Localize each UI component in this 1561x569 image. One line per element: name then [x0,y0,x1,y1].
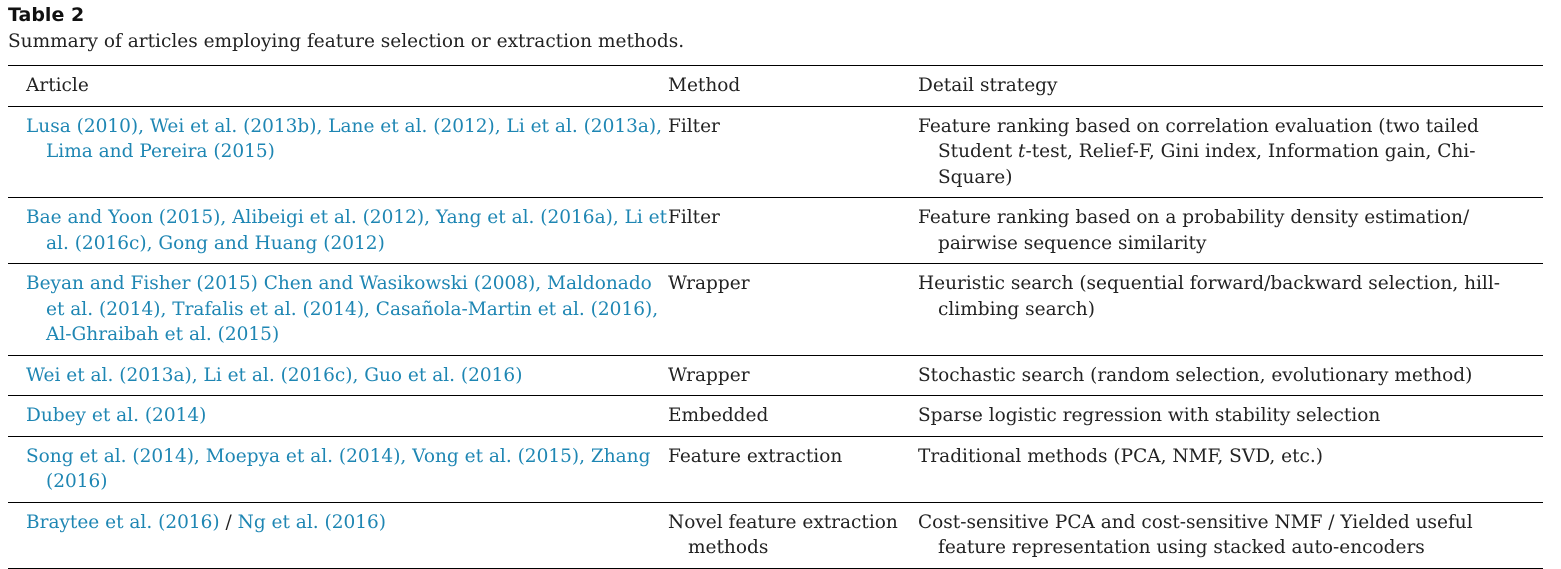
table-title: Table 2 [8,4,85,26]
article-citation-link[interactable]: Braytee et al. (2016) [26,511,220,533]
detail-cell: Stochastic search (random selection, evolutionary method) [918,364,1473,386]
article-citation-link[interactable]: Song et al. (2014), Moepya et al. (2014), Vong et al. (2015), Zhang (2016) [26,445,651,492]
table-row [8,436,1543,502]
article-citation-link[interactable]: Beyan and Fisher (2015) Chen and Wasikowski (2008), Maldonado et al. (2014), Trafalis et al. (2014), Casañola-Martin et al. (2016), Al-Ghraibah et al. (2015) [26,273,659,345]
method-cell: Filter [668,115,720,137]
detail-cell: Heuristic search (sequential forward/backward selection, hill-climbing search) [918,273,1501,320]
detail-cell: Feature ranking based on a probability density estimation/ pairwise sequence similarity [918,207,1470,254]
detail-cell: Traditional methods (PCA, NMF, SVD, etc.) [918,445,1323,467]
detail-cell: Sparse logistic regression with stability selection [918,405,1381,426]
citation-separator: / [219,511,238,533]
summary-table [8,65,1543,569]
article-citation-link[interactable]: Lusa (2010), Wei et al. (2013b), Lane et al. (2012), Li et al. (2013a), Lima and Pereira (2015) [26,115,663,162]
method-cell: Novel feature extraction methods [668,511,898,558]
detail-cell: Cost-sensitive PCA and cost-sensitive NMF / Yielded useful feature representation using stacked auto-encoders [918,511,1473,558]
table-row [8,198,1543,264]
table-row [8,396,1543,437]
table-header-row [8,66,1543,107]
header-article: Article [26,75,89,96]
method-cell: Feature extraction [668,445,843,467]
table-row [8,106,1543,198]
method-cell: Embedded [668,405,769,426]
method-cell: Wrapper [668,364,750,386]
table-caption: Summary of articles employing feature selection or extraction methods. [8,31,685,52]
detail-cell: Feature ranking based on correlation evaluation (two tailed Student t-test, Relief-F, Gini index, Information gain, Chi-Square) [918,115,1479,188]
table-row [8,264,1543,356]
table-row [8,355,1543,396]
article-citation-link[interactable]: Dubey et al. (2014) [26,405,207,426]
table-row [8,502,1543,568]
article-cell [26,510,668,536]
method-cell: Wrapper [668,273,750,294]
article-citation-link[interactable]: Wei et al. (2013a), Li et al. (2016c), Guo et al. (2016) [26,364,523,386]
article-citation-link[interactable]: Ng et al. (2016) [237,511,387,533]
header-method: Method [668,75,741,96]
method-cell: Filter [668,207,720,228]
header-detail-strategy: Detail strategy [918,75,1058,96]
article-citation-link[interactable]: Bae and Yoon (2015), Alibeigi et al. (2012), Yang et al. (2016a), Li et al. (2016c), Gong and Huang (2012) [26,207,668,254]
